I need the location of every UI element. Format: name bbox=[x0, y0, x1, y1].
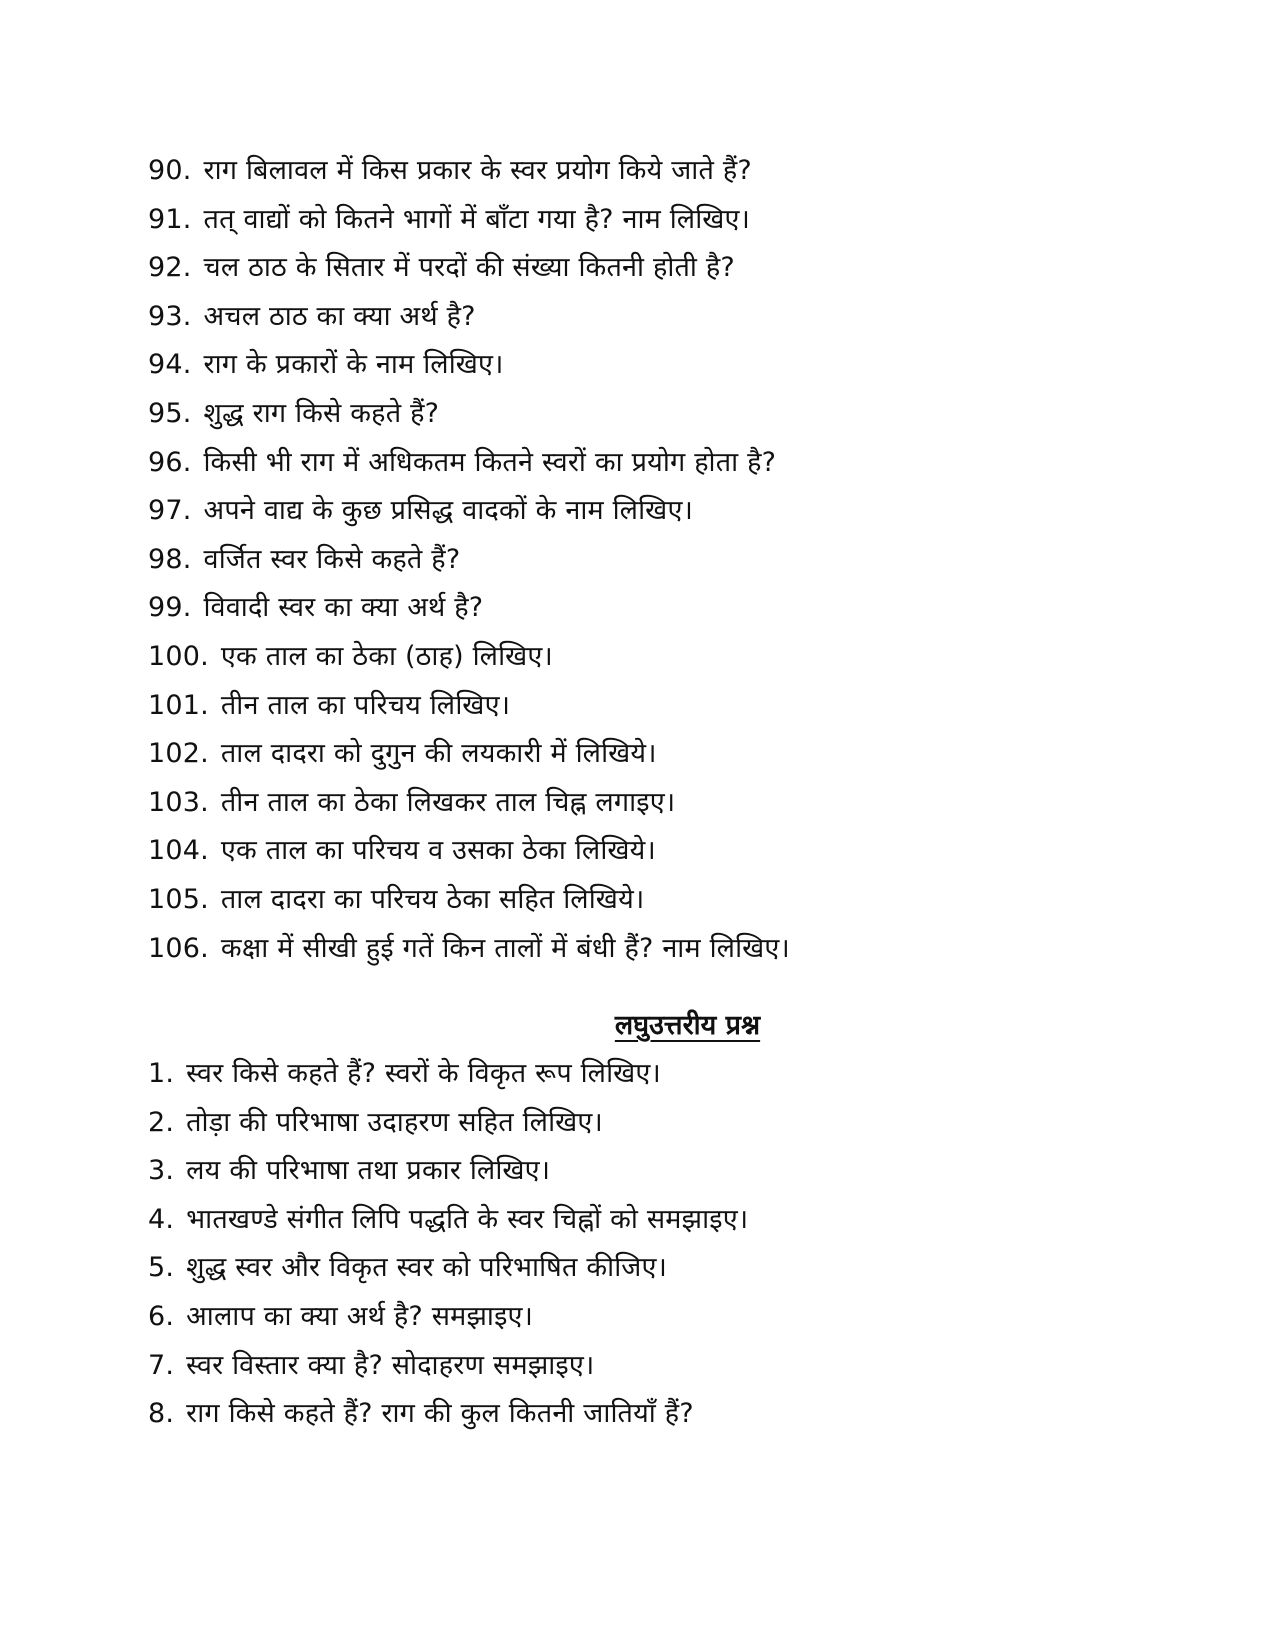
question-item bbox=[148, 439, 1208, 488]
question-item bbox=[148, 779, 1208, 828]
question-text: लय की परिभाषा तथा प्रकार लिखिए। bbox=[186, 1155, 551, 1187]
question-number: 2. bbox=[148, 1106, 175, 1138]
question-item bbox=[148, 1244, 1208, 1293]
question-text: स्वर किसे कहते हैं? स्वरों के विकृत रूप लिखिए। bbox=[186, 1058, 661, 1089]
question-number: 90. bbox=[148, 155, 192, 186]
question-text: राग के प्रकारों के नाम लिखिए। bbox=[203, 349, 504, 381]
question-number: 6. bbox=[148, 1300, 175, 1332]
question-item bbox=[148, 341, 1208, 390]
question-item bbox=[148, 147, 1208, 196]
question-number: 101. bbox=[148, 689, 209, 721]
question-number: 102. bbox=[148, 738, 209, 770]
long-question-list bbox=[148, 147, 1208, 973]
question-number: 106. bbox=[148, 932, 209, 964]
section-heading bbox=[0, 1002, 1275, 1050]
question-item bbox=[148, 487, 1208, 536]
question-number: 96. bbox=[148, 446, 192, 478]
question-item bbox=[148, 1147, 1208, 1196]
question-number: 104. bbox=[148, 835, 209, 867]
question-item bbox=[148, 293, 1208, 342]
question-item bbox=[148, 244, 1208, 293]
question-number: 1. bbox=[148, 1058, 175, 1089]
question-number: 103. bbox=[148, 786, 209, 818]
question-item bbox=[148, 584, 1208, 633]
question-text: अपने वाद्य के कुछ प्रसिद्ध वादकों के नाम लिखिए। bbox=[203, 495, 694, 527]
question-number: 97. bbox=[148, 495, 192, 527]
question-item bbox=[148, 925, 1208, 974]
question-number: 98. bbox=[148, 543, 192, 575]
question-text: वर्जित स्वर किसे कहते हैं? bbox=[203, 543, 461, 575]
question-number: 100. bbox=[148, 640, 209, 672]
question-text: स्वर विस्तार क्या है? सोदाहरण समझाइए। bbox=[186, 1349, 595, 1381]
question-item bbox=[148, 390, 1208, 439]
question-item bbox=[148, 827, 1208, 876]
question-text: कक्षा में सीखी हुई गतें किन तालों में बंधी हैं? नाम लिखिए। bbox=[220, 932, 790, 964]
question-item bbox=[148, 1342, 1208, 1391]
question-item bbox=[148, 1390, 1208, 1439]
question-number: 91. bbox=[148, 203, 192, 235]
question-number: 95. bbox=[148, 397, 192, 429]
question-item bbox=[148, 1050, 1208, 1099]
short-question-list bbox=[148, 1050, 1208, 1439]
question-text: राग बिलावल में किस प्रकार के स्वर प्रयोग किये जाते हैं? bbox=[203, 155, 752, 186]
question-text: आलाप का क्या अर्थ है? समझाइए। bbox=[186, 1300, 534, 1332]
question-item bbox=[148, 876, 1208, 925]
question-number: 4. bbox=[148, 1203, 175, 1235]
question-text: राग किसे कहते हैं? राग की कुल कितनी जातियाँ हैं? bbox=[186, 1398, 694, 1430]
question-number: 94. bbox=[148, 349, 192, 381]
question-number: 105. bbox=[148, 883, 209, 915]
question-text: चल ठाठ के सितार में परदों की संख्या कितनी होती है? bbox=[203, 252, 735, 284]
question-text: शुद्ध स्वर और विकृत स्वर को परिभाषित कीजिए। bbox=[186, 1252, 668, 1284]
question-item bbox=[148, 1293, 1208, 1342]
question-text: शुद्ध राग किसे कहते हैं? bbox=[203, 397, 440, 429]
question-text: विवादी स्वर का क्या अर्थ है? bbox=[203, 592, 484, 624]
question-text: ताल दादरा को दुगुन की लयकारी में लिखिये। bbox=[220, 738, 657, 770]
question-number: 3. bbox=[148, 1155, 175, 1187]
question-text: अचल ठाठ का क्या अर्थ है? bbox=[203, 300, 476, 332]
question-text: तत् वाद्यों को कितने भागों में बाँटा गया है? नाम लिखिए। bbox=[203, 203, 751, 235]
question-item bbox=[148, 730, 1208, 779]
question-number: 8. bbox=[148, 1398, 175, 1430]
question-number: 5. bbox=[148, 1252, 175, 1284]
question-item bbox=[148, 196, 1208, 245]
question-number: 99. bbox=[148, 592, 192, 624]
question-text: एक ताल का परिचय व उसका ठेका लिखिये। bbox=[220, 835, 656, 867]
question-number: 93. bbox=[148, 300, 192, 332]
question-text: किसी भी राग में अधिकतम कितने स्वरों का प्रयोग होता है? bbox=[203, 446, 777, 478]
question-text: तोड़ा की परिभाषा उदाहरण सहित लिखिए। bbox=[186, 1106, 603, 1138]
question-text: ताल दादरा का परिचय ठेका सहित लिखिये। bbox=[220, 883, 645, 915]
question-item bbox=[148, 682, 1208, 731]
question-number: 7. bbox=[148, 1349, 175, 1381]
question-text: तीन ताल का ठेका लिखकर ताल चिह्न लगाइए। bbox=[220, 786, 676, 818]
section-heading-text: लघुउत्तरीय प्रश्न bbox=[614, 1010, 761, 1041]
question-text: एक ताल का ठेका (ठाह) लिखिए। bbox=[220, 640, 553, 672]
question-item bbox=[148, 633, 1208, 682]
question-number: 92. bbox=[148, 252, 192, 284]
question-item bbox=[148, 536, 1208, 585]
question-item bbox=[148, 1099, 1208, 1148]
question-item bbox=[148, 1196, 1208, 1245]
question-text: तीन ताल का परिचय लिखिए। bbox=[220, 689, 511, 721]
question-text: भातखण्डे संगीत लिपि पद्धति के स्वर चिह्नों को समझाइए। bbox=[186, 1203, 749, 1235]
